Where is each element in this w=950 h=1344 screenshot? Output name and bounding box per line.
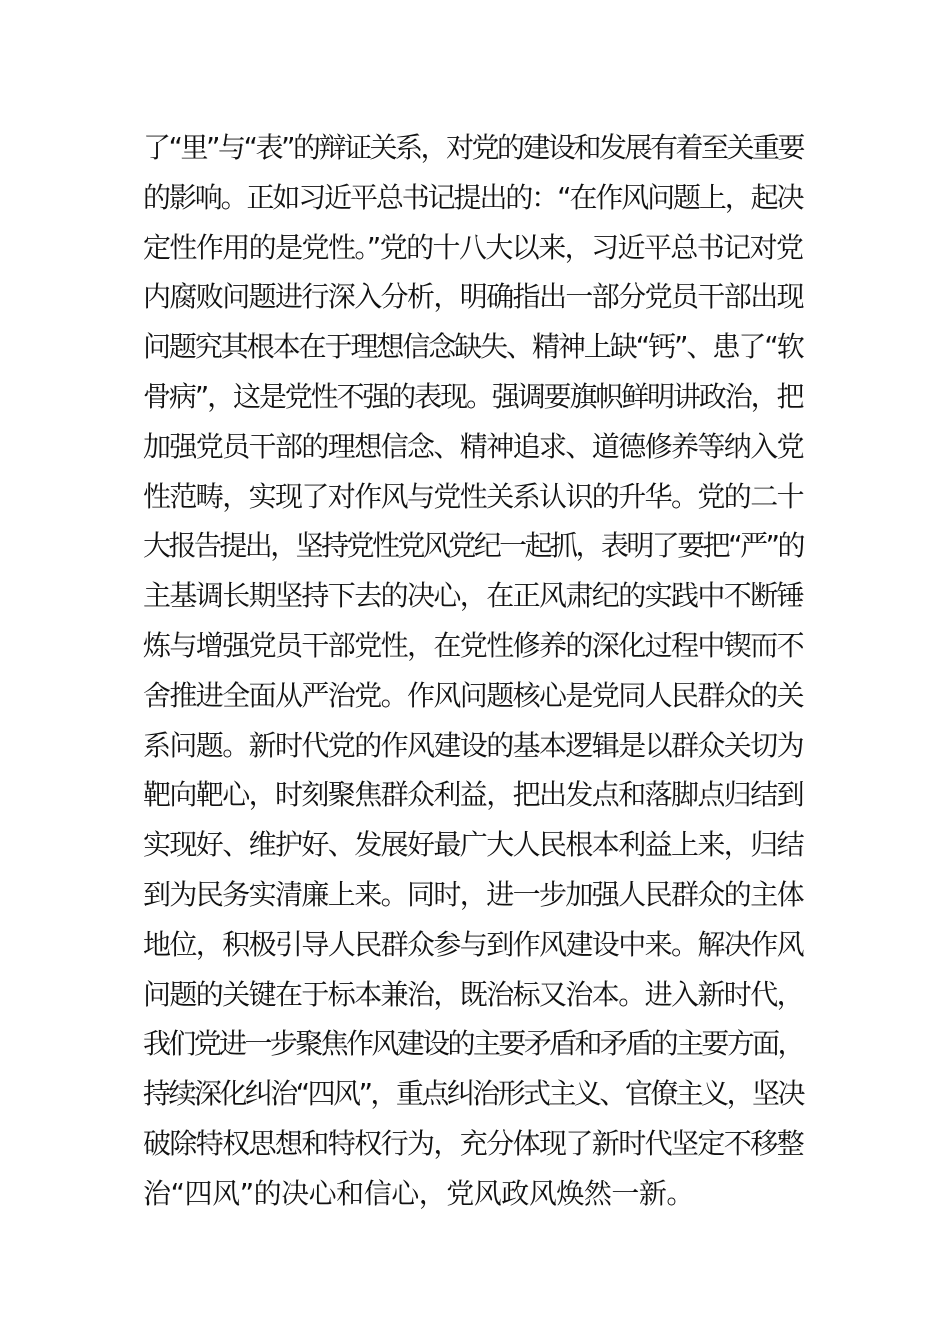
text-line: 系问题。新时代党的作风建设的基本逻辑是以群众关切为 (143, 728, 804, 762)
text-line: 治“四风”的决心和信心，党风政风焕然一新。 (143, 1176, 694, 1210)
text-line: 舍推进全面从严治党。作风问题核心是党同人民群众的关 (143, 678, 804, 712)
text-line: 破除特权思想和特权行为，充分体现了新时代坚定不移整 (143, 1126, 804, 1160)
text-line: 问题的关键在于标本兼治，既治标又治本。进入新时代， (143, 977, 804, 1011)
text-line: 了“里”与“表”的辩证关系，对党的建设和发展有着至关重要 (143, 131, 804, 164)
text-line: 加强党员干部的理想信念、精神追求、道德修养等纳入党 (143, 429, 804, 463)
body-paragraph (143, 123, 813, 1219)
text-line: 实现好、维护好、发展好最广大人民根本利益上来，归结 (143, 828, 804, 862)
text-line: 持续深化纠治“四风”，重点纠治形式主义、官僚主义，坚决 (143, 1077, 803, 1111)
text-line: 地位，积极引导人民群众参与到作风建设中来。解决作风 (143, 927, 804, 961)
text-line: 骨病”，这是党性不强的表现。强调要旗帜鲜明讲政治，把 (143, 379, 803, 413)
text-line: 到为民务实清廉上来。同时，进一步加强人民群众的主体 (143, 877, 804, 911)
text-line: 大报告提出，坚持党性党风党纪一起抓，表明了要把“严”的 (143, 529, 803, 563)
text-line: 我们党进一步聚焦作风建设的主要矛盾和矛盾的主要方面， (143, 1027, 803, 1061)
text-line: 靶向靶心，时刻聚焦群众利益，把出发点和落脚点归结到 (143, 778, 804, 812)
text-line: 性范畴，实现了对作风与党性关系认识的升华。党的二十 (143, 479, 804, 513)
text-line: 内腐败问题进行深入分析，明确指出一部分党员干部出现 (143, 280, 804, 314)
text-line: 问题究其根本在于理想信念缺失、精神上缺“钙”、患了“软 (143, 330, 803, 364)
text-line: 炼与增强党员干部党性，在党性修养的深化过程中锲而不 (143, 628, 804, 662)
text-line: 主基调长期坚持下去的决心，在正风肃纪的实践中不断锤 (143, 579, 804, 613)
text-line: 定性作用的是党性。”党的十八大以来，习近平总书记对党 (143, 230, 803, 264)
text-line: 的影响。正如习近平总书记提出的：“在作风问题上，起决 (143, 180, 803, 214)
